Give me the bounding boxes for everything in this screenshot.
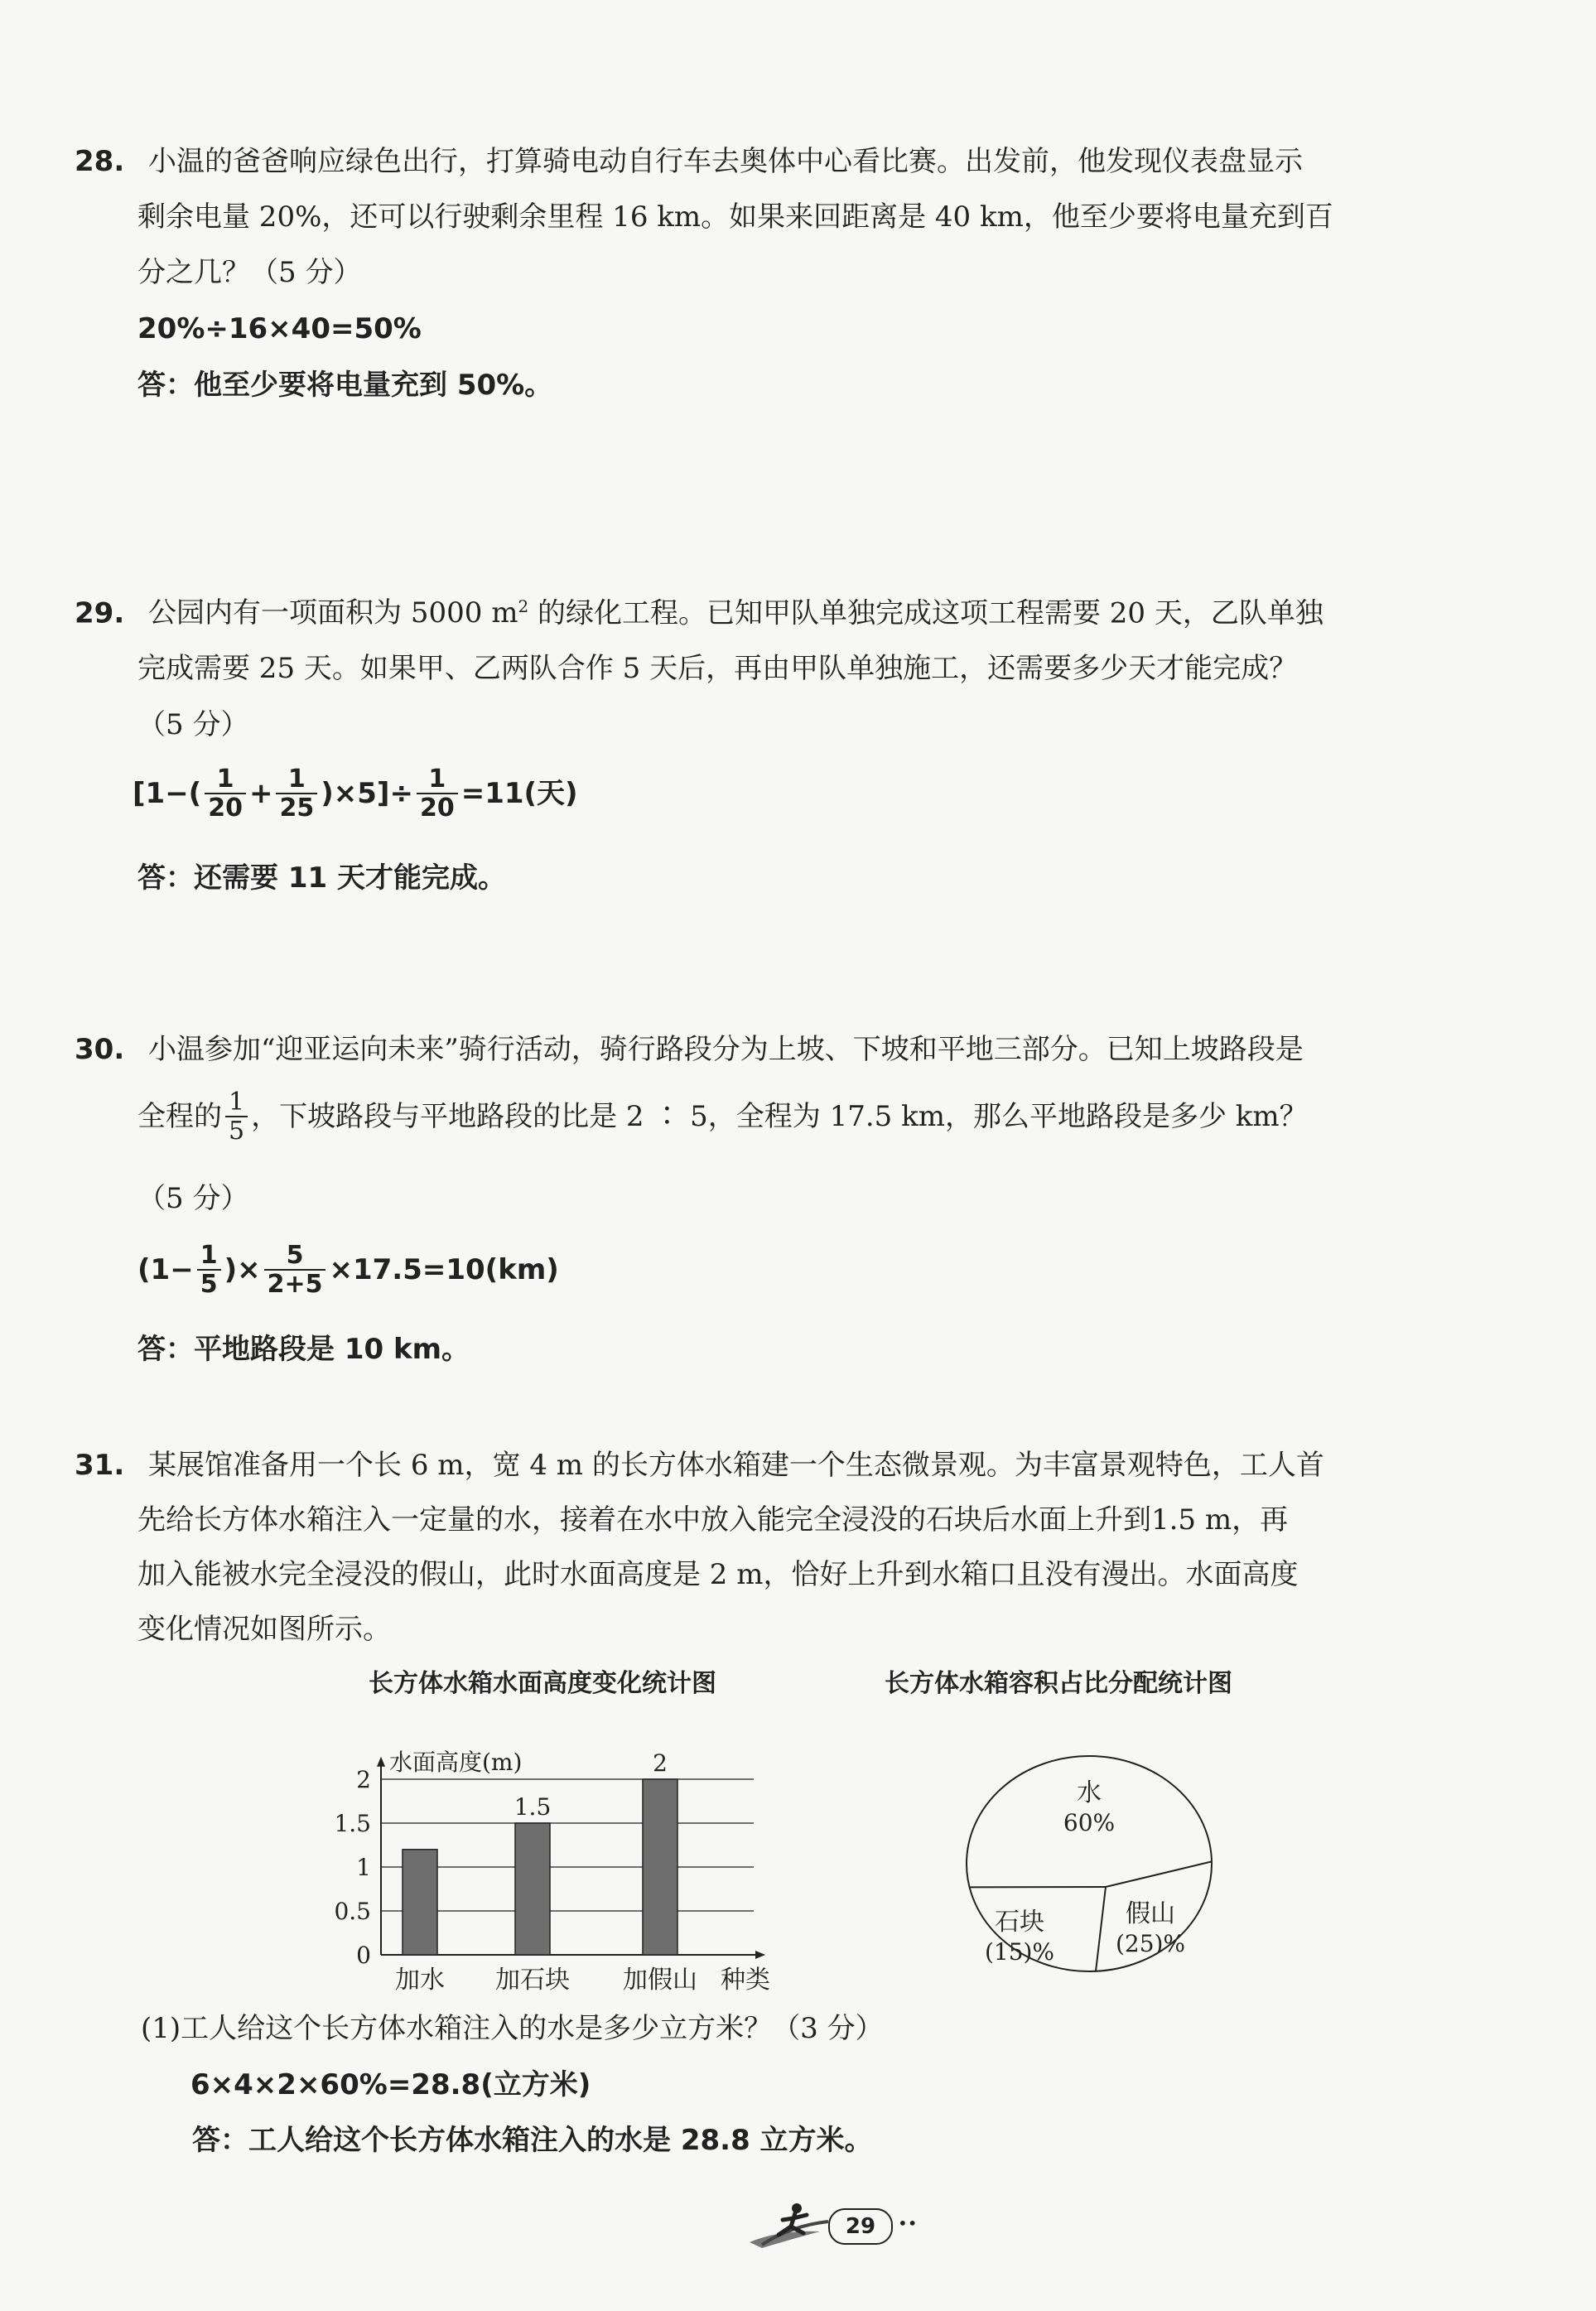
answer-formula: 20%÷16×40=50% xyxy=(137,312,422,345)
pie-slice-value: (15)% xyxy=(984,1938,1055,1966)
bar-data-label: 1.5 xyxy=(514,1793,552,1821)
question-text: 剩余电量 20%，还可以行驶剩余里程 16 km。如果来回距离是 40 km，他至少要将电量充到百 xyxy=(137,200,1333,234)
answer-formula: 6×4×2×60%=28.8(立方米) xyxy=(190,2068,591,2101)
bar-chart xyxy=(315,1706,845,2005)
question-text: 分之几？（5 分） xyxy=(137,256,362,289)
question-number: 29. xyxy=(75,596,125,630)
x-category-label: 加石块 xyxy=(495,1966,570,1995)
x-axis-arrow xyxy=(755,1951,765,1959)
answer-formula: [1−( $\frac{1}{20}$ + $\frac{1}{25}$ )×5]÷ $\frac{1}{20}$ =11(天) xyxy=(133,765,578,823)
bar-data-label: 2 xyxy=(653,1749,668,1777)
pie-divider xyxy=(1106,1861,1212,1887)
question-text: （5 分） xyxy=(137,1182,249,1215)
question-number: 28. xyxy=(75,145,125,178)
runner-logo-icon xyxy=(745,2197,837,2255)
answer-text: 答：平地路段是 10 km。 xyxy=(137,1333,470,1366)
question-text: 小温的爸爸响应绿色出行，打算骑电动自行车去奥体中心看比赛。出发前，他发现仪表盘显示 xyxy=(148,145,1304,178)
x-axis-label: 种类 xyxy=(721,1966,770,1995)
fraction: $\frac{1}{20}$ xyxy=(205,766,246,822)
question-text: 先给长方体水箱注入一定量的水，接着在水中放入能完全浸没的石块后水面上升到1.5 m，再 xyxy=(137,1503,1289,1537)
question-number: 31. xyxy=(75,1449,125,1482)
y-tick-label: 1.5 xyxy=(334,1810,371,1837)
bar xyxy=(515,1823,550,1955)
y-tick-label: 2 xyxy=(356,1766,371,1793)
pie-slice-name: 石块 xyxy=(995,1908,1044,1937)
x-category-label: 加假山 xyxy=(623,1966,697,1995)
pie-slice-value: 60% xyxy=(1063,1809,1116,1836)
pie-slice-name: 假山 xyxy=(1126,1899,1175,1928)
question-text: 加入能被水完全浸没的假山，此时水面高度是 2 m，恰好上升到水箱口且没有漫出。水面高度 xyxy=(137,1558,1299,1591)
superscript: 2 xyxy=(518,596,529,616)
answer-text: 答：还需要 11 天才能完成。 xyxy=(137,861,506,895)
question-text: （5 分） xyxy=(137,708,249,741)
y-axis-arrow xyxy=(377,1757,385,1767)
sub-question: (1)工人给这个长方体水箱注入的水是多少立方米？（3 分） xyxy=(141,2012,884,2045)
question-text: 某展馆准备用一个长 6 m，宽 4 m 的长方体水箱建一个生态微景观。为丰富景观特色，工人首 xyxy=(148,1449,1324,1482)
answer-text: 答：工人给这个长方体水箱注入的水是 28.8 立方米。 xyxy=(192,2124,873,2157)
y-tick-label: 1 xyxy=(356,1854,371,1881)
pie-chart xyxy=(961,1748,1226,1980)
footer-dots: •• xyxy=(898,2213,918,2233)
y-tick-label: 0 xyxy=(356,1942,371,1969)
x-category-label: 加水 xyxy=(395,1966,445,1995)
question-text: 完成需要 25 天。如果甲、乙两队合作 5 天后，再由甲队单独施工，还需要多少天才能完成？ xyxy=(137,652,1298,685)
bar xyxy=(403,1850,437,1955)
answer-text: 答：他至少要将电量充到 50%。 xyxy=(137,369,553,402)
fraction: $\frac{5}{2+5}$ xyxy=(264,1242,326,1298)
question-text: 全程的 xyxy=(137,1100,222,1134)
fraction: $\frac{1}{20}$ xyxy=(417,766,458,822)
question-text: 公园内有一项面积为 5000 m xyxy=(148,596,518,630)
fraction: $\frac{1}{25}$ xyxy=(276,766,317,822)
y-axis-label: 水面高度(m) xyxy=(389,1748,523,1776)
question-text: 小温参加“迎亚运向未来”骑行活动，骑行路段分为上坡、下坡和平地三部分。已知上坡路段是 xyxy=(148,1033,1304,1066)
page-number: 29 xyxy=(828,2208,893,2245)
pie-slice-value: (25)% xyxy=(1115,1930,1186,1957)
fraction: $\frac{1}{5}$ xyxy=(197,1242,221,1298)
question-text: 变化情况如图所示。 xyxy=(137,1613,391,1646)
question-text: ，下坡路段与平地路段的比是 2 ∶ 5，全程为 17.5 km，那么平地路段是多少 km？ xyxy=(251,1100,1308,1134)
pie-divider xyxy=(1096,1887,1106,1971)
pie-chart-title: 长方体水箱容积占比分配统计图 xyxy=(885,1669,1232,1698)
bar xyxy=(643,1779,677,1955)
pie-slice-name: 水 xyxy=(1077,1778,1102,1807)
question-text: 的绿化工程。已知甲队单独完成这项工程需要 20 天，乙队单独 xyxy=(528,596,1324,630)
bar-chart-title: 长方体水箱水面高度变化统计图 xyxy=(369,1669,716,1698)
y-tick-label: 0.5 xyxy=(334,1898,371,1925)
page-footer xyxy=(745,2197,961,2255)
question-number: 30. xyxy=(75,1033,125,1066)
answer-formula: (1− $\frac{1}{5}$ )× $\frac{5}{2+5}$ ×17.5=10(km) xyxy=(137,1241,559,1299)
fraction: $\frac{1}{5}$ xyxy=(225,1089,248,1145)
